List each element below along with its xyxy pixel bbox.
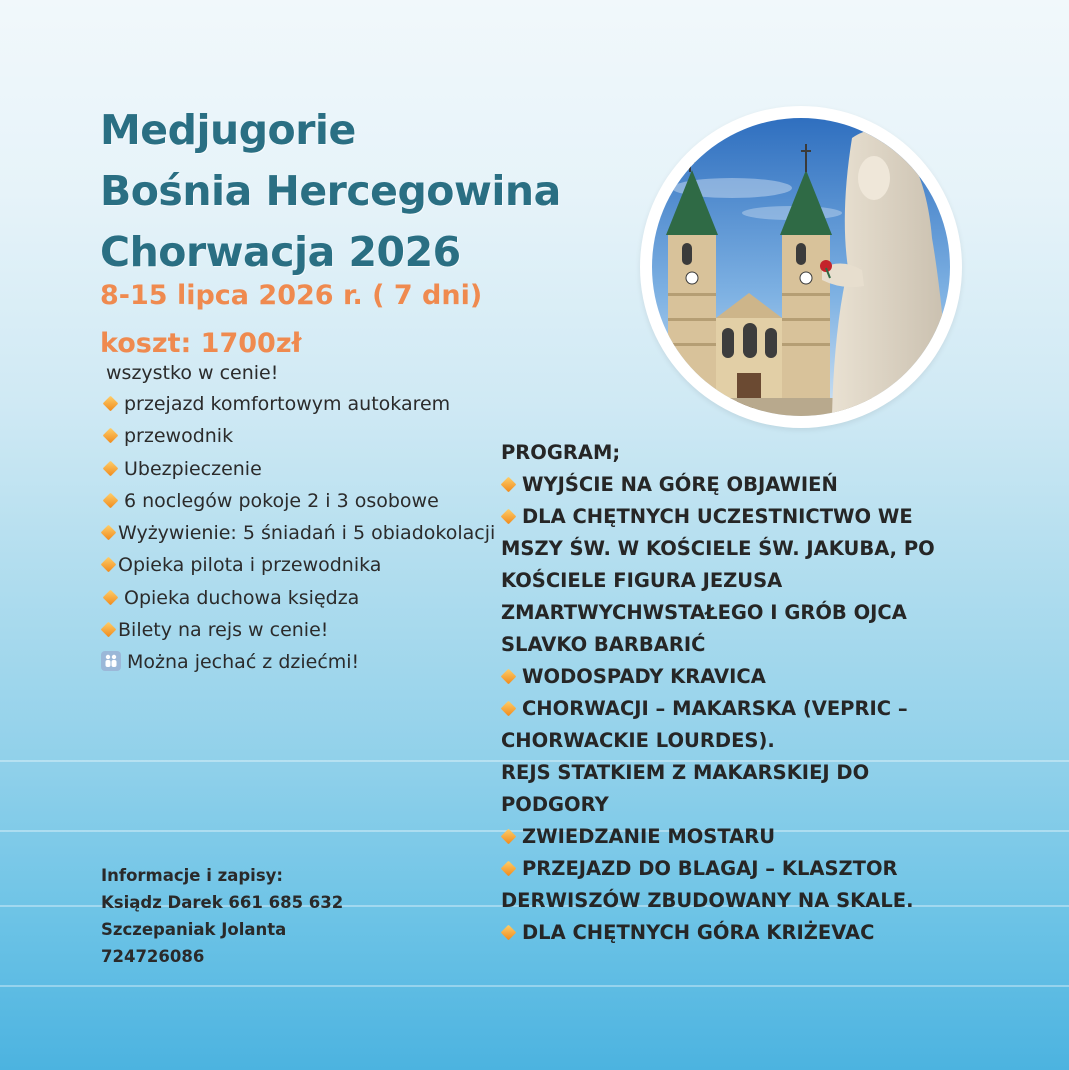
orange-diamond-icon [501, 829, 517, 845]
list-item: 6 noclegów pokoje 2 i 3 osobowe [101, 485, 511, 517]
orange-diamond-icon [501, 477, 517, 493]
list-item: ZWIEDZANIE MOSTARU [501, 821, 971, 853]
trip-dates: 8-15 lipca 2026 r. ( 7 dni) [100, 280, 483, 311]
orange-diamond-icon [501, 669, 517, 685]
list-item: PRZEJAZD DO BLAGAJ – KLASZTOR DERWISZÓW ZBUDOWANY NA SKALE. [501, 857, 914, 912]
orange-diamond-icon [101, 557, 117, 573]
list-item: REJS STATKIEM Z MAKARSKIEJ DO PODGORY [501, 761, 870, 816]
orange-diamond-icon [501, 509, 517, 525]
list-item: Opieka pilota i przewodnika [101, 549, 511, 581]
orange-diamond-icon [501, 701, 517, 717]
contact-line: 724726086 [101, 947, 205, 966]
list-item: WYJŚCIE NA GÓRĘ OBJAWIEŃ [501, 469, 971, 501]
contact-line: Szczepaniak Jolanta [101, 920, 287, 939]
title-line: Medjugorie [100, 106, 356, 154]
church-photo-frame [640, 106, 962, 428]
title-line: Chorwacja 2026 [100, 228, 461, 276]
list-item: Wyżywienie: 5 śniadań i 5 obiadokolacji [101, 517, 511, 549]
program-heading: PROGRAM; [501, 441, 621, 464]
list-item: przewodnik [101, 420, 511, 452]
page-title [100, 100, 561, 283]
list-item: Ubezpieczenie [101, 453, 511, 485]
title-line: Bośnia Hercegowina [100, 167, 561, 215]
list-item: WODOSPADY KRAVICA [501, 661, 971, 693]
list-item: przejazd komfortowym autokarem [101, 388, 511, 420]
list-item: CHORWACJI – MAKARSKA (VEPRIC – CHORWACKIE LOURDES). [501, 697, 908, 752]
orange-diamond-icon [103, 460, 119, 476]
wave-line [0, 985, 1069, 987]
program-list [501, 437, 971, 949]
list-item: Bilety na rejs w cenie! [101, 614, 511, 646]
orange-diamond-icon [101, 525, 117, 541]
included-heading: wszystko w cenie! [106, 362, 279, 384]
contact-line: Informacje i zapisy: [101, 866, 284, 885]
list-item: DLA CHĘTNYCH UCZESTNICTWO WE MSZY ŚW. W KOŚCIELE ŚW. JAKUBA, PO KOŚCIELE FIGURA JEZUSA ZMARTWYCHWSTAŁEGO I GRÓB OJCA SLAVKO BARBARIĆ [501, 505, 935, 656]
contact-info [101, 862, 343, 970]
orange-diamond-icon [501, 861, 517, 877]
included-list [101, 388, 511, 679]
list-item: Opieka duchowa księdza [101, 582, 511, 614]
orange-diamond-icon [103, 493, 119, 509]
list-item: Można jechać z dziećmi! [101, 646, 511, 678]
contact-line: Ksiądz Darek 661 685 632 [101, 893, 344, 912]
orange-diamond-icon [103, 428, 119, 444]
orange-diamond-icon [101, 622, 117, 638]
family-icon [101, 651, 121, 671]
orange-diamond-icon [501, 925, 517, 941]
orange-diamond-icon [103, 396, 119, 412]
list-item: DLA CHĘTNYCH GÓRA KRIŻEVAC [501, 917, 971, 949]
church-photo [652, 118, 950, 416]
trip-cost: koszt: 1700zł [100, 328, 302, 359]
orange-diamond-icon [103, 590, 119, 606]
